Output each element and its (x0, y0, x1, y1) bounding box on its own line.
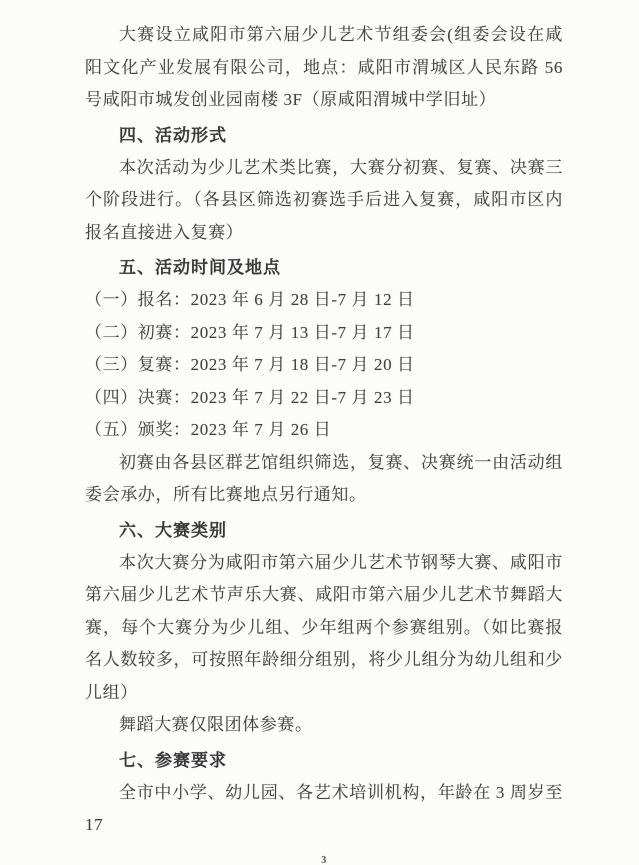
paragraph-organizers: 初赛由各县区群艺馆组织筛选，复赛、决赛统一由活动组委会承办，所有比赛地点另行通知。 (85, 452, 563, 504)
page-number: 3 (321, 854, 327, 865)
paragraph-activity-format: 本次活动为少儿艺术类比赛，大赛分初赛、复赛、决赛三个阶段进行。（各县区筛选初赛选手后进入复赛，咸阳市区内报名直接进入复赛） (85, 157, 563, 242)
list-item-final-date: （四）决赛：2023 年 7 月 22 日-7 月 23 日 (85, 387, 415, 407)
list-item-award-date: （五）颁奖：2023 年 7 月 26 日 (85, 420, 332, 439)
list-item-registration-date: （一）报名：2023 年 6 月 28 日-7 月 12 日 (85, 290, 415, 309)
paragraph-requirements: 全市中小学、幼儿园、各艺术培训机构，年龄在 3 周岁至 17 (85, 782, 563, 834)
section-heading-activity-format: 四、活动形式 (119, 125, 227, 145)
paragraph-committee-info: 大赛设立咸阳市第六届少儿艺术节组委会(组委会设在咸阳文化产业发展有限公司，地点：咸阳市渭城区人民东路 56 号咸阳市城发创业园南楼 3F（原咸阳渭城中学旧址） (85, 25, 563, 109)
section-heading-requirements: 七、参赛要求 (119, 750, 227, 770)
paragraph-dance-team-only: 舞蹈大赛仅限团体参赛。 (119, 715, 313, 734)
list-item-preliminary-date: （二）初赛：2023 年 7 月 13 日-7 月 17 日 (85, 322, 415, 342)
section-heading-categories: 六、大赛类别 (119, 520, 227, 540)
paragraph-categories: 本次大赛分为咸阳市第六届少儿艺术节钢琴大赛、咸阳市第六届少儿艺术节声乐大赛、咸阳市第六届少儿艺术节舞蹈大赛，每个大赛分为少儿组、少年组两个参赛组别。（如比赛报名人数较多，可按照年龄细分组别，将少儿组分为幼儿组和少儿组） (85, 552, 563, 702)
section-heading-time-place: 五、活动时间及地点 (119, 258, 281, 277)
list-item-semifinal-date: （三）复赛：2023 年 7 月 18 日-7 月 20 日 (85, 355, 415, 374)
